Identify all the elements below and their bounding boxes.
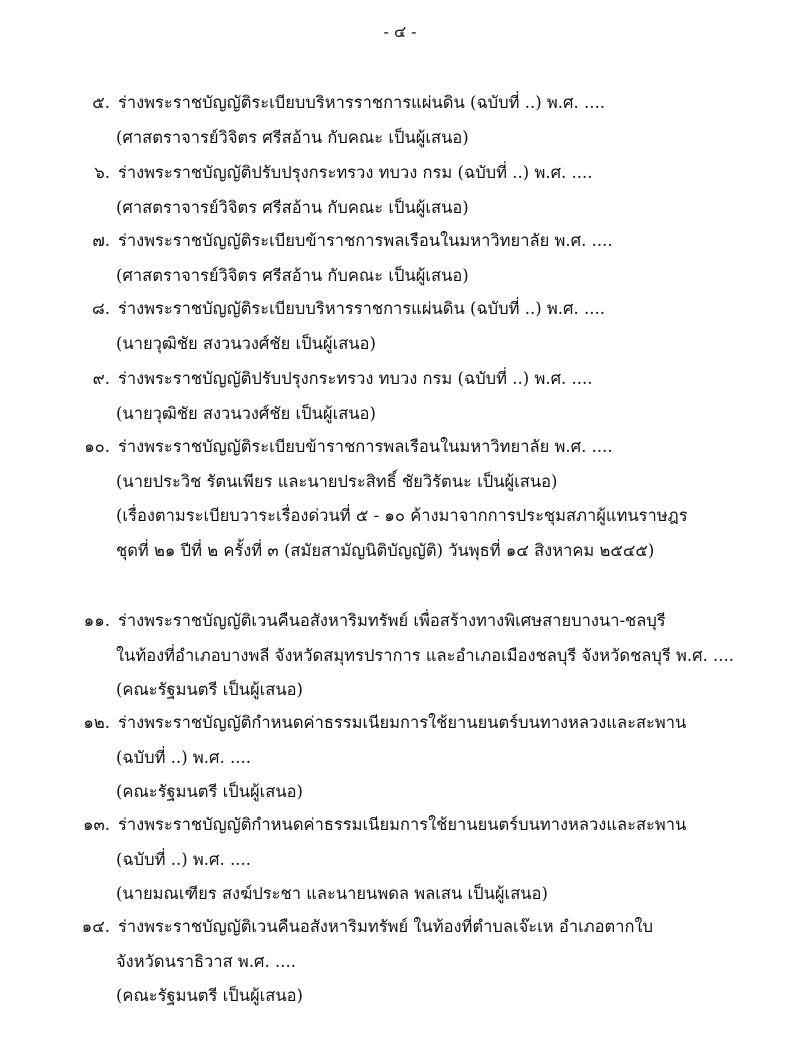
- item-title: ร่างพระราชบัญญัติระเบียบข้าราชการพลเรือนในมหาวิทยาลัย พ.ศ. ....: [118, 437, 613, 456]
- item-number: ๗.: [92, 231, 110, 250]
- item-title: ร่างพระราชบัญญัติเวนคืนอสังหาริมทรัพย์ เพื่อสร้างทางพิเศษสายบางนา-ชลบุรี: [118, 611, 666, 630]
- item-detail: (ศาสตราจารย์วิจิตร ศรีสอ้าน กับคณะ เป็นผู้เสนอ): [116, 127, 469, 147]
- item-title: ร่างพระราชบัญญัติระเบียบข้าราชการพลเรือนในมหาวิทยาลัย พ.ศ. ....: [118, 231, 613, 250]
- item-number: ๘.: [92, 299, 110, 318]
- item-title: ร่างพระราชบัญญัติเวนคืนอสังหาริมทรัพย์ ในท้องที่ตำบลเจ๊ะเห อำเภอตากใบ: [118, 917, 654, 936]
- item-number: ๖.: [94, 163, 110, 182]
- item-number: ๑๐.: [84, 437, 110, 456]
- item-number: ๑๓.: [83, 815, 110, 834]
- item-detail: (นายวุฒิชัย สงวนวงศ์ชัย เป็นผู้เสนอ): [116, 403, 376, 423]
- item-detail: (ศาสตราจารย์วิจิตร ศรีสอ้าน กับคณะ เป็นผู้เสนอ): [116, 197, 469, 217]
- item-detail: (คณะรัฐมนตรี เป็นผู้เสนอ): [116, 986, 303, 1005]
- page-number: - ๔ -: [383, 22, 417, 41]
- item-title: ร่างพระราชบัญญัติปรับปรุงกระทรวง ทบวง กรม (ฉบับที่ ..) พ.ศ. ....: [118, 163, 593, 182]
- item-number: ๕.: [92, 93, 110, 112]
- item-detail: ชุดที่ ๒๑ ปีที่ ๒ ครั้งที่ ๓ (สมัยสามัญนิติบัญญัติ) วันพุธที่ ๑๔ สิงหาคม ๒๕๔๕): [116, 540, 655, 560]
- item-title: ร่างพระราชบัญญัติกำหนดค่าธรรมเนียมการใช้ยานยนตร์บนทางหลวงและสะพาน: [118, 713, 687, 732]
- item-title: ร่างพระราชบัญญัติปรับปรุงกระทรวง ทบวง กรม (ฉบับที่ ..) พ.ศ. ....: [118, 369, 593, 388]
- item-detail: (ศาสตราจารย์วิจิตร ศรีสอ้าน กับคณะ เป็นผู้เสนอ): [116, 265, 469, 285]
- item-detail: (คณะรัฐมนตรี เป็นผู้เสนอ): [116, 680, 303, 699]
- item-title: ร่างพระราชบัญญัติระเบียบบริหารราชการแผ่นดิน (ฉบับที่ ..) พ.ศ. ....: [118, 299, 605, 318]
- item-detail: (ฉบับที่ ..) พ.ศ. ....: [116, 747, 251, 767]
- item-detail: ในท้องที่อำเภอบางพลี จังหวัดสมุทรปราการ และอำเภอเมืองชลบุรี จังหวัดชลบุรี พ.ศ. ....: [116, 645, 735, 665]
- item-number: ๑๒.: [83, 713, 110, 732]
- item-detail: (นายประวิช รัตนเพียร และนายประสิทธิ์ ชัยวิรัตนะ เป็นผู้เสนอ): [116, 471, 558, 491]
- item-detail: (ฉบับที่ ..) พ.ศ. ....: [116, 849, 251, 869]
- item-number: ๑๑.: [83, 611, 110, 630]
- item-number: ๙.: [92, 369, 110, 388]
- item-number: ๑๔.: [81, 917, 110, 936]
- item-detail: (นายมณเฑียร สงฆ์ประชา และนายนพดล พลเสน เป็นผู้เสนอ): [116, 884, 548, 903]
- item-detail: (นายวุฒิชัย สงวนวงศ์ชัย เป็นผู้เสนอ): [116, 333, 376, 353]
- item-detail: (เรื่องตามระเบียบวาระเรื่องด่วนที่ ๕ - ๑๐ ค้างมาจากการประชุมสภาผู้แทนราษฎร: [116, 506, 688, 525]
- item-title: ร่างพระราชบัญญัติระเบียบบริหารราชการแผ่นดิน (ฉบับที่ ..) พ.ศ. ....: [118, 93, 605, 112]
- item-detail: จังหวัดนราธิวาส พ.ศ. ....: [116, 951, 296, 971]
- item-detail: (คณะรัฐมนตรี เป็นผู้เสนอ): [116, 782, 303, 801]
- item-title: ร่างพระราชบัญญัติกำหนดค่าธรรมเนียมการใช้ยานยนตร์บนทางหลวงและสะพาน: [118, 815, 687, 834]
